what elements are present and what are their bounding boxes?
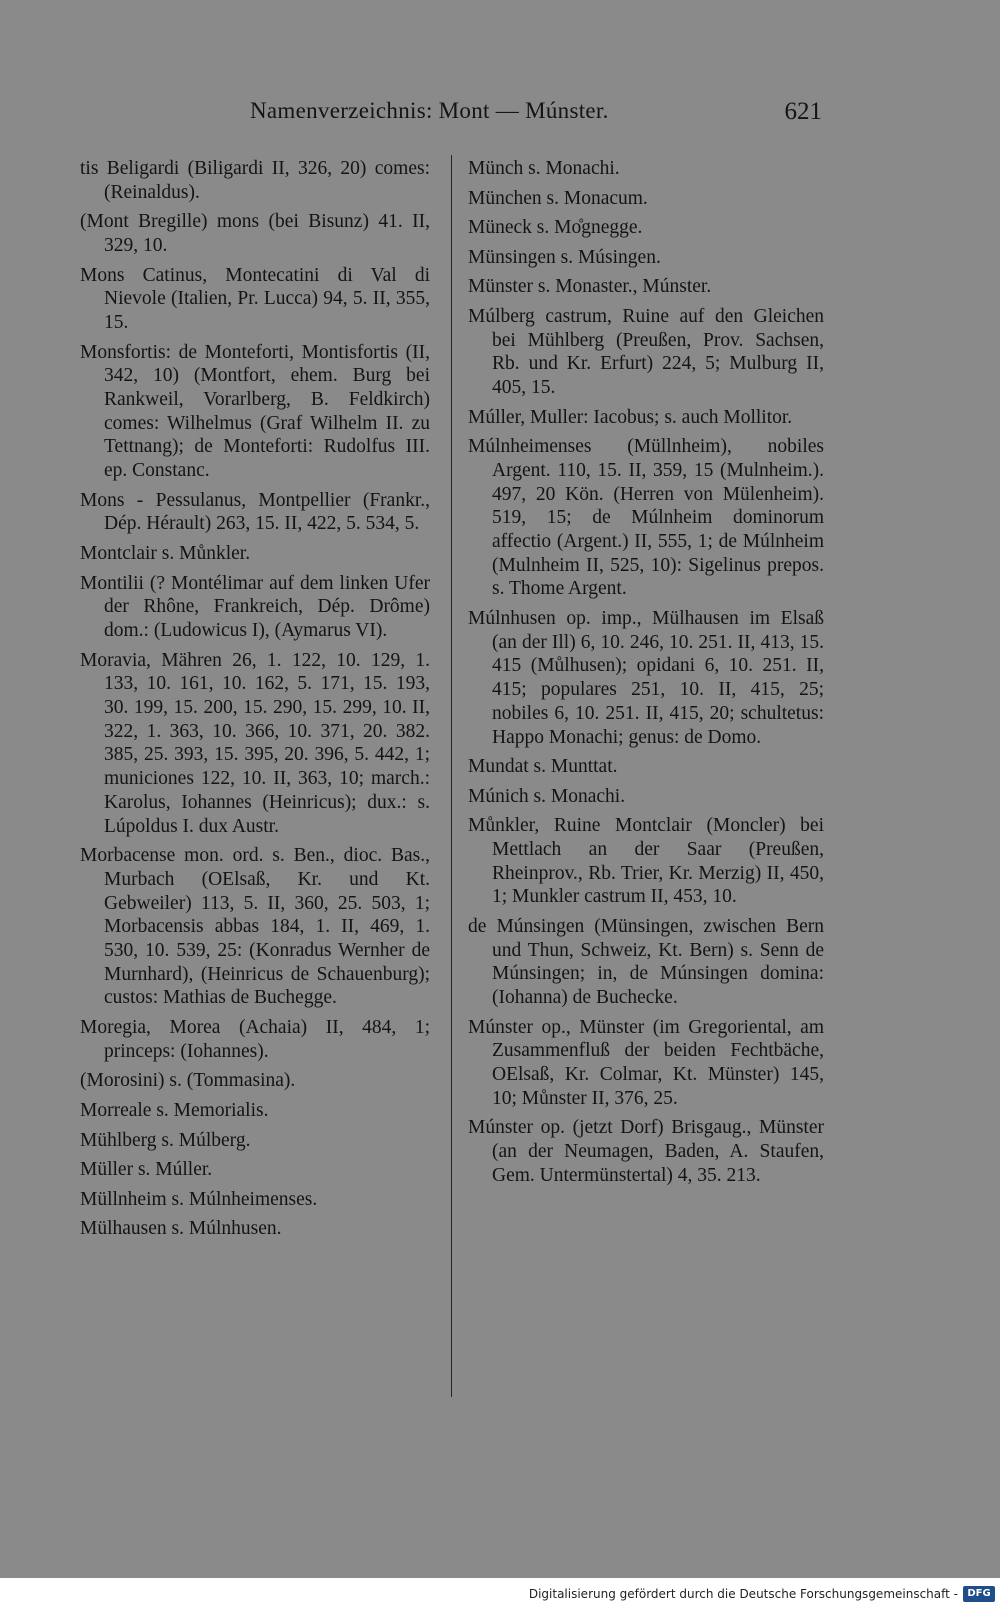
index-entry: de Múnsingen (Münsingen, zwischen Bern und Thun, Schweiz, Kt. Bern) s. Senn de Múnsingen; in, de Múnsingen domina: (Iohanna) de Buchecke. (468, 916, 824, 1009)
index-entry: tis Beligardi (Biligardi II, 326, 20) comes: (Reinaldus). (80, 158, 430, 203)
index-entry: Morreale s. Memorialis. (80, 1099, 269, 1121)
index-entry: Monsfortis: de Monteforti, Montisfortis (II, 342, 10) (Montfort, ehem. Burg bei Rankweil, Vorarlberg, B. Feldkirch) comes: Wilhelmus (Graf Wilhelm II. zu Tettnang); de Monteforti: Rudolfus III. ep. Constanc. (80, 341, 430, 482)
index-entry: Múnich s. Monachi. (468, 785, 626, 807)
footer-bar (0, 1578, 1000, 1610)
column-divider (451, 155, 452, 1397)
index-entry: Múlnhusen op. imp., Mülhausen im Elsaß (an der Ill) 6, 10. 246, 10. 251. II, 413, 15. 415 (Můlhusen); opidani 6, 10. 251. II, 415; populares 251, 10. II, 415, 25; nobiles 6, 10. 251. II, 415, 20; schultetus: Happo Monachi; genus: de Domo. (468, 608, 824, 748)
index-entry: Můnkler, Ruine Montclair (Moncler) bei Mettlach an der Saar (Preußen, Rheinprov., Rb. Trier, Kr. Merzig) II, 450, 1; Munkler castrum II, 453, 10. (468, 815, 824, 908)
index-entry: Múnster op. (jetzt Dorf) Brisgaug., Münster (an der Neumagen, Baden, A. Staufen, Gem. Untermünstertal) 4, 35. 213. (468, 1117, 824, 1186)
funding-credit: Digitalisierung gefördert durch die Deutsche Forschungsgemeinschaft - (528, 1587, 958, 1601)
index-entry: (Morosini) s. (Tommasina). (80, 1070, 296, 1092)
index-entry: Múller, Muller: Iacobus; s. auch Mollitor. (468, 406, 793, 428)
index-entry: Mülhausen s. Múlnhusen. (80, 1218, 282, 1240)
index-entry: Müllnheim s. Múlnheimenses. (80, 1188, 318, 1210)
index-entry: Morbacense mon. ord. s. Ben., dioc. Bas., Murbach (OElsaß, Kr. und Kt. Gebweiler) 113, 5. II, 360, 25. 503, 1; Morbacensis abbas 184, 1. II, 469, 1. 530, 10. 539, 25: (Konradus Wernher de Murnhard), (Heinricus de Schauenburg); custos: Mathias de Buchegge. (80, 845, 430, 1009)
index-entry: Múlnheimenses (Müllnheim), nobiles Argent. 110, 15. II, 359, 15 (Mulnheim.). 497, 20 Kön. (Herren von Mülenheim). 519, 15; de Múlnheim dominorum affectio (Argent.) II, 555, 1; de Múlnheim (Mulnheim II, 525, 10): Sigelinus prepos. s. Thome Argent. (468, 436, 824, 600)
right-column (468, 157, 824, 1193)
index-entry: Münch s. Monachi. (468, 158, 620, 179)
index-entry: Moregia, Morea (Achaia) II, 484, 1; princeps: (Iohannes). (80, 1017, 430, 1062)
dfg-logo: DFG (963, 1586, 995, 1602)
index-entry: Müller s. Múller. (80, 1159, 213, 1181)
index-entry: Mons Catinus, Montecatini di Val di Nievole (Italien, Pr. Lucca) 94, 5. II, 355, 15. (80, 264, 430, 333)
left-column (80, 157, 430, 1247)
index-entry: Mundat s. Munttat. (468, 756, 618, 778)
index-entry: Mons - Pessulanus, Montpellier (Frankr., Dép. Hérault) 263, 15. II, 422, 5. 534, 5. (80, 489, 430, 535)
index-entry: Montilii (? Montélimar auf dem linken Ufer der Rhône, Frankreich, Dép. Drôme) dom.: (Ludowicus I), (Aymarus VI). (80, 572, 430, 641)
index-entry: Múlberg castrum, Ruine auf den Gleichen bei Mühlberg (Preußen, Prov. Sachsen, Rb. und Kr. Erfurt) 224, 5; Mulburg II, 405, 15. (468, 305, 824, 399)
running-head: Namenverzeichnis: Mont — Múnster. (250, 98, 609, 123)
index-entry: Montclair s. Můnkler. (80, 543, 251, 564)
index-entry: Münster s. Monaster., Múnster. (468, 276, 712, 298)
index-entry: Múnster op., Münster (im Gregoriental, am Zusammenfluß der beiden Fechtbäche, OElsaß, Kr. Colmar, Kt. Münster) 145, 10; Můnster II, 376, 25. (468, 1016, 824, 1109)
index-entry: Mühlberg s. Múlberg. (80, 1129, 251, 1151)
index-entry: Münsingen s. Músingen. (468, 246, 661, 268)
index-entry: Müneck s. Mo̊gnegge. (468, 217, 643, 239)
index-entry: Moravia, Mähren 26, 1. 122, 10. 129, 1. 133, 10. 161, 10. 162, 5. 171, 15. 193, 30. 199, 15. 200, 15. 290, 15. 299, 10. II, 322, 1. 363, 10. 366, 10. 371, 20. 382. 385, 25. 393, 15. 395, 20. 396, 5. 442, 1; municiones 122, 10. II, 363, 10; march.: Karolus, Iohannes (Heinricus); dux.: s. Lúpoldus I. dux Austr. (80, 649, 430, 837)
index-entry: München s. Monacum. (468, 187, 648, 209)
index-entry: (Mont Bregille) mons (bei Bisunz) 41. II, 329, 10. (80, 211, 430, 256)
page-number: 621 (784, 98, 822, 125)
page-header (250, 98, 822, 134)
